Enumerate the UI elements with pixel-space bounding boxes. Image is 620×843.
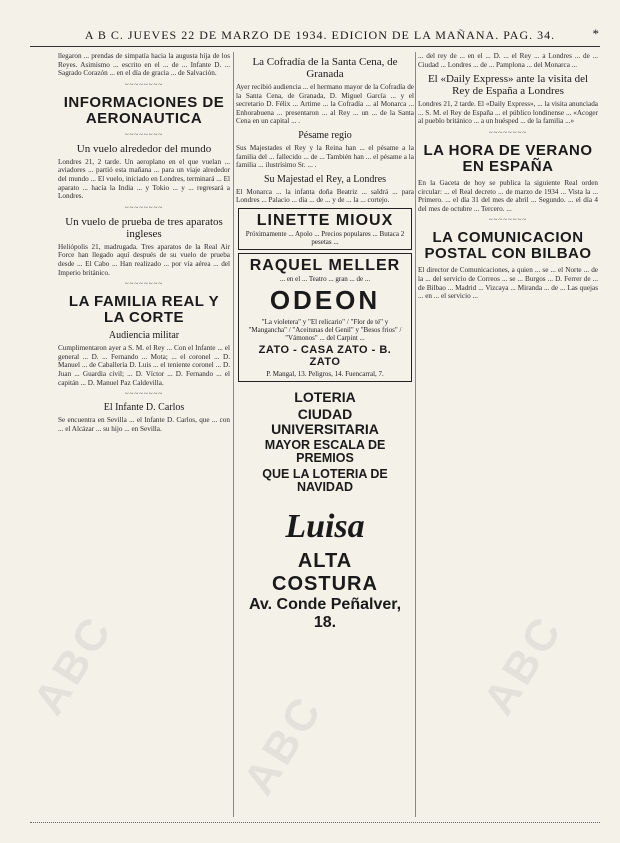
ad-title: ALTA COSTURA: [272, 549, 378, 595]
header-title: A B C. JUEVES 22 DE MARZO DE 1934. EDICION DE LA MAÑANA. PAG. 34.: [84, 28, 556, 42]
article-text: Londres 21, 2 tarde. Un aeroplano en el que vuelan ... aviadores ... partió esta mañana ... para un viaje alrededor del mundo ... El vuelo, iniciado en Londres, terminará ... El aparato ... hacia la India ... y Tokio ... y ... regresará a Londres.: [58, 157, 230, 201]
lottery-line: CIUDAD UNIVERSITARIA: [271, 405, 379, 437]
ornament-divider: ~~~~~~~~: [124, 80, 164, 89]
article-text: Ayer recibió audiencia ... el hermano mayor de la Cofradía de la Santa Cena, de Granada, D. Miguel García ... y el secretario D. Félix ... Artime ... la Cofradía ... al Monarca ... Enhorabuena ... presentaron ... al Rey ... un ... de la Santa Cena en un capital ... .: [236, 83, 414, 126]
header-mark: *: [592, 26, 600, 41]
article-text: Cumplimentaron ayer a S. M. el Rey ... Con el Infante ... el general ... D. ... Fernando ... Mota; ... el coronel ... D. Manuel ... de Caballería D. Luis ... el teniente coronel ... D. Juan ... Guardia civil; ... D. Víctor ... D. Fernando ... el capitán ... D. Manuel Paz Caldevilla.: [58, 344, 230, 387]
section-heading: LA FAMILIA REAL Y LA CORTE: [68, 293, 220, 327]
article-text: Londres 21, 2 tarde. El «Daily Express», ... la visita anunciada ... S. M. el Rey de España ... el público londinense ... «Acoger al pueblo británico ... a un huésped ... de la familia ...»: [418, 100, 598, 126]
article-text: llegaron ... prendas de simpatía hacia la augusta hija de los Reyes. Asimismo ... escrito en el ... de ... Infante D. ... Sagrado Corazón ... en el día de gracia ... de Salvación.: [58, 52, 230, 78]
column-divider: [415, 52, 416, 817]
ad-text: ... en el ... Teatro ... gran ... de ...: [279, 274, 371, 283]
ornament-divider: ~~~~~~~~: [124, 130, 164, 139]
column-divider: [233, 52, 234, 817]
ad-title: RAQUEL MELLER: [249, 256, 401, 274]
section-heading: INFORMACIONES DE AERONAUTICA: [63, 93, 225, 127]
advertisement-raquel-meller: [238, 253, 412, 382]
section-heading: LA HORA DE VERANO EN ESPAÑA: [423, 141, 593, 175]
ornament-divider: ~~~~~~~~: [124, 203, 164, 212]
lottery-line: MAYOR ESCALA DE PREMIOS: [264, 437, 386, 466]
ornament-divider: ~~~~~~~~: [488, 216, 528, 225]
article-heading: Su Majestad el Rey, a Londres: [263, 173, 387, 185]
article-heading: Pésame regio: [298, 129, 352, 141]
article-heading: El «Daily Express» ante la visita del Rey de España a Londres: [427, 73, 589, 98]
article-text: El Monarca ... la infanta doña Beatriz ... saldrá ... para Londres ... Palacio ... día ... de ... y de ... la ... cortejo.: [236, 187, 414, 205]
section-heading: LA COMUNICACION POSTAL CON BILBAO: [424, 229, 592, 263]
ornament-divider: ~~~~~~~~: [488, 128, 528, 137]
ad-address: P. Mangal, 13. Peligros, 14. Fuencarral, 7.: [266, 369, 384, 378]
article-heading: El Infante D. Carlos: [103, 402, 185, 414]
article-heading: Un vuelo alrededor del mundo: [76, 142, 212, 155]
ad-text: Próximamente ... Apolo ... Precios populares ... Butaca 2 pesetas ...: [245, 229, 405, 246]
footer-rule: [30, 822, 600, 823]
lottery-line: LOTERIA: [294, 388, 356, 405]
ad-venue: ODEON: [269, 284, 381, 315]
lottery-line: QUE LA LOTERIA DE NAVIDAD: [262, 466, 388, 495]
ad-hosiery: ZATO - CASA ZATO - B. ZATO: [258, 343, 392, 368]
ornament-divider: ~~~~~~~~: [124, 390, 164, 399]
article-heading: Audiencia militar: [108, 330, 180, 342]
watermark: ABC: [234, 686, 333, 804]
article-text: En la Gaceta de hoy se publica la siguiente Real orden circular: ... el Real decreto ... de marzo de 1934 ... Vista la ... Primero. ... el día 31 del mes de abril ... Segundo. ... el día 4 del mes de octubre ... Tercero. ...: [418, 178, 598, 213]
article-heading: La Cofradía de la Santa Cena, de Granada: [252, 56, 398, 80]
advertisement-linette: [238, 208, 412, 250]
ad-brand: Luisa: [285, 507, 365, 545]
article-text: Heliópolis 21, madrugada. Tres aparatos de la Real Air Force han llegado aquí después de su vuelo de prueba desde ... El Cabo ... Han realizado ... por vía aérea ... del Imperio británico.: [58, 242, 230, 277]
watermark: ABC: [474, 606, 573, 724]
column-left: [58, 52, 230, 823]
article-text: El director de Comunicaciones, a quien ... se ... el Norte ... de la ... del servicio de Correos ... se ... Burgos ... D. Ferrer de ... de Bilbao ... Madrid ... Vizcaya ... Miranda ... de ... Las quejas ... en ... el servicio ...: [418, 266, 598, 301]
article-heading: Un vuelo de prueba de tres aparatos ingleses: [65, 215, 223, 240]
ornament-divider: ~~~~~~~~: [124, 280, 164, 289]
watermark: ABC: [24, 606, 123, 724]
advertisement-luisa: [238, 503, 412, 637]
header-rule: [30, 46, 600, 47]
article-text: Sus Majestades el Rey y la Reina han ... el pésame a la familia del ... fallecido ... de ... También han ... el pésame a la familia ... ilustrísimo Sr. ... .: [236, 143, 414, 170]
page-header: [40, 28, 600, 44]
ad-songs: "La violetera" y "El relicario" / "Flor de té" y "Mangancha" / "Aceitunas del Genil" y "Besos frios" / "Vámonos" ... del Carpint ...: [248, 317, 402, 342]
ad-title: LINETTE MIOUX: [256, 211, 394, 229]
article-text: ... del rey de ... en el ... D. ... el Rey ... a Londres ... de ... Ciudad ... Londres ... de ... Pamplona ... del Monarca ...: [418, 52, 598, 69]
advertisement-loteria: [238, 385, 412, 500]
article-text: Se encuentra en Sevilla ... el Infante D. Carlos, que ... con ... el Alcázar ... su hijo ... en Sevilla.: [58, 416, 230, 433]
ad-address: Av. Conde Peñalver, 18.: [248, 595, 402, 631]
